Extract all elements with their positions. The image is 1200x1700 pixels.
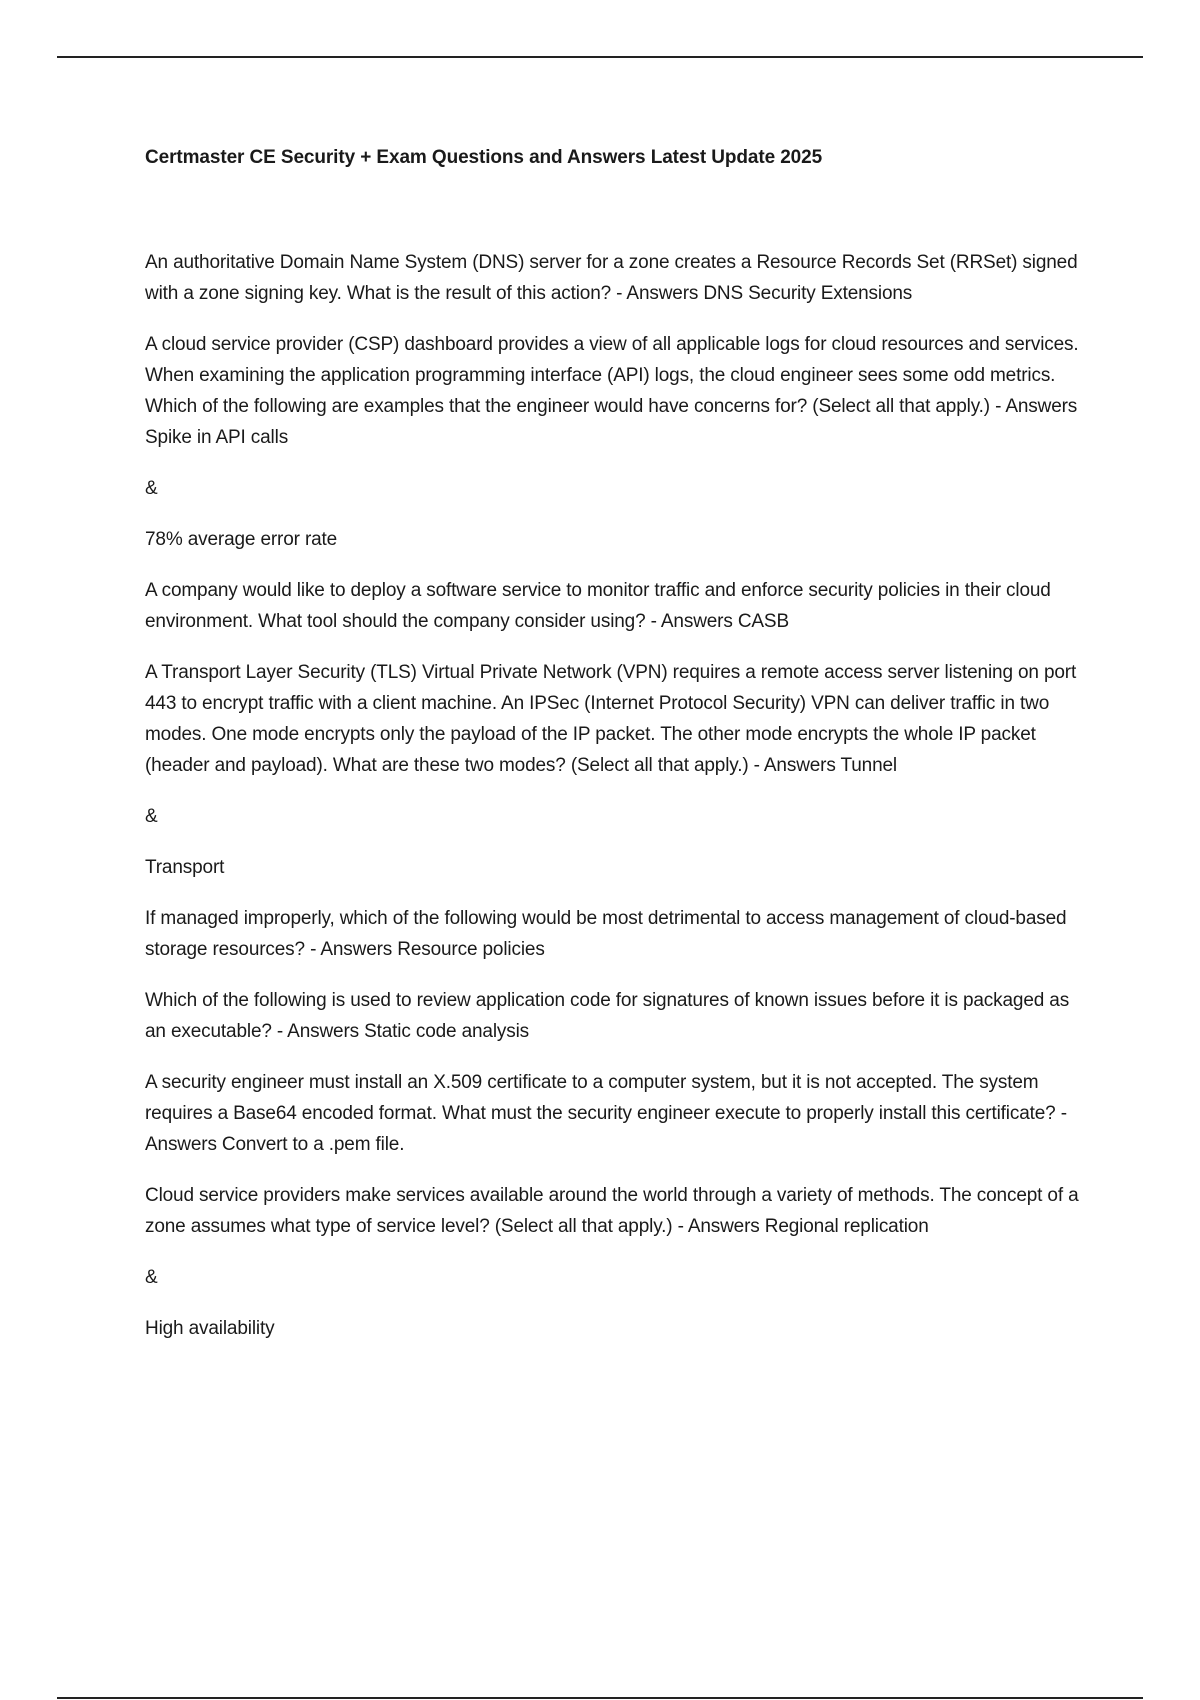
- qa-paragraph: Cloud service providers make services available around the world through a variety of methods. The concept of a zone assumes what type of service level? (Select all that apply.) - Answers Regional replication: [145, 1185, 1084, 1237]
- answer-continuation: Transport: [145, 857, 225, 878]
- answer-separator: &: [145, 806, 158, 827]
- qa-paragraph: A Transport Layer Security (TLS) Virtual Private Network (VPN) requires a remote access server listening on port 443 to encrypt traffic with a client machine. An IPSec (Internet Protocol Security) VPN can deliver traffic in two modes. One mode encrypts only the payload of the IP packet. The other mode encrypts the whole IP packet (header and payload). What are these two modes? (Select all that apply.) - Answers Tunnel: [145, 662, 1082, 776]
- qa-paragraph: If managed improperly, which of the following would be most detrimental to access management of cloud-based storage resources? - Answers Resource policies: [145, 908, 1072, 960]
- qa-list: [145, 247, 1084, 1344]
- footer-rule: [57, 1697, 1143, 1699]
- document-title: Certmaster CE Security + Exam Questions and Answers Latest Update 2025: [145, 147, 823, 168]
- qa-paragraph: A company would like to deploy a software service to monitor traffic and enforce security policies in their cloud environment. What tool should the company consider using? - Answers CASB: [145, 580, 1056, 632]
- qa-paragraph: An authoritative Domain Name System (DNS) server for a zone creates a Resource Records Set (RRSet) signed with a zone signing key. What is the result of this action? - Answers DNS Security Extensions: [145, 252, 1083, 304]
- answer-continuation: 78% average error rate: [145, 529, 338, 550]
- qa-paragraph: A cloud service provider (CSP) dashboard provides a view of all applicable logs for cloud resources and services. When examining the application programming interface (API) logs, the cloud engineer sees some odd metrics. Which of the following are examples that the engineer would have concerns for? (Select all that apply.) - Answers Spike in API calls: [145, 334, 1084, 448]
- qa-paragraph: Which of the following is used to review application code for signatures of known issues before it is packaged as an executable? - Answers Static code analysis: [145, 990, 1075, 1042]
- header-rule: [57, 56, 1143, 58]
- document-body: [145, 144, 1084, 1364]
- qa-paragraph: A security engineer must install an X.509 certificate to a computer system, but it is not accepted. The system requires a Base64 encoded format. What must the security engineer execute to properly install this certificate? - Answers Convert to a .pem file.: [145, 1072, 1072, 1155]
- answer-separator: &: [145, 1267, 158, 1288]
- answer-continuation: High availability: [145, 1318, 275, 1339]
- answer-separator: &: [145, 478, 158, 499]
